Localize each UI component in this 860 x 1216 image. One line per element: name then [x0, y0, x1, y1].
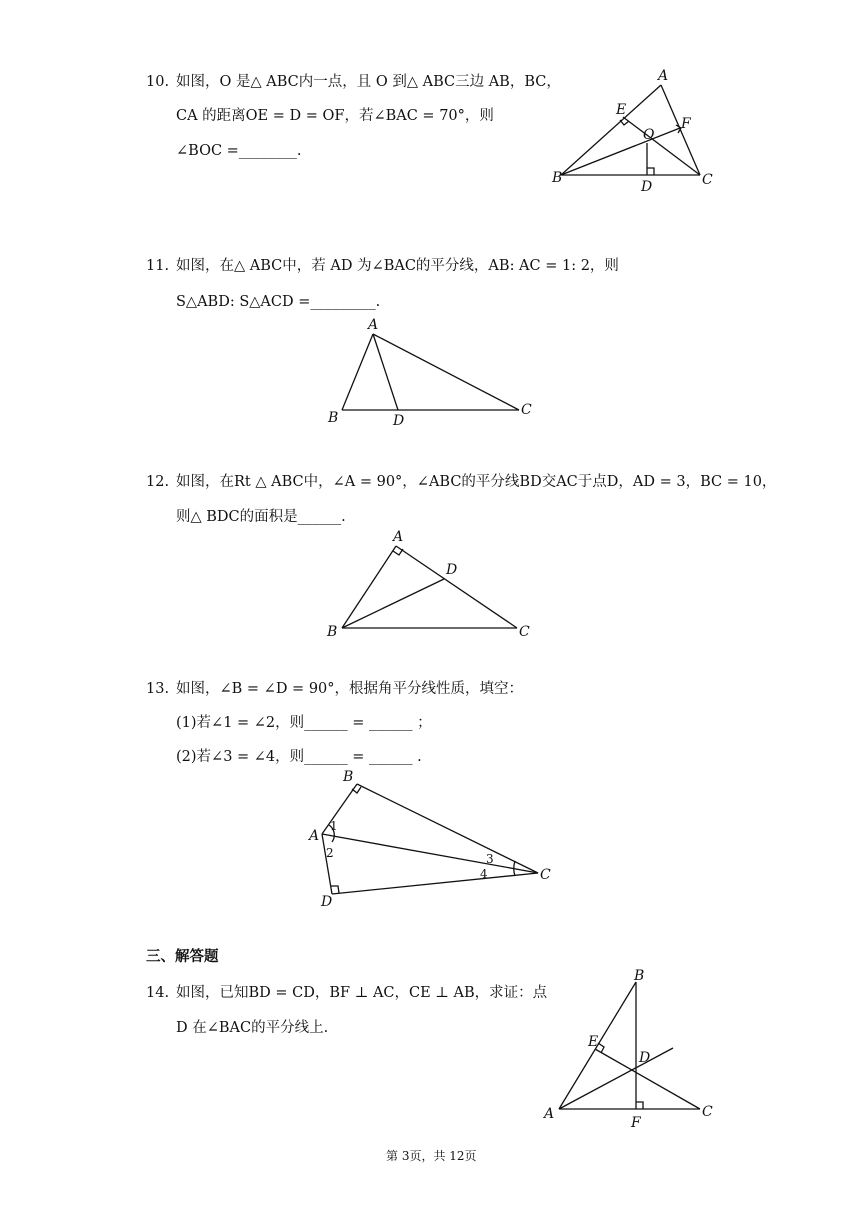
- q10-label-b: B: [552, 170, 563, 186]
- q10-text-line2: CA 的距离OE = D = OF，若∠BAC = 70°，则: [176, 108, 494, 124]
- q14-text-line1: 如图，已知BD = CD，BF ⊥ AC，CE ⊥ AB，求证：点: [176, 985, 548, 1001]
- q14-text-line2: D 在∠BAC的平分线上.: [176, 1020, 329, 1036]
- q13-label-c: C: [540, 867, 551, 883]
- q13-label-angle3: 3: [486, 852, 494, 866]
- q12-figure: [318, 528, 538, 646]
- q11-label-a: A: [368, 317, 379, 333]
- q11-text-line2: S△ABD: S△ACD =_________.: [176, 294, 381, 310]
- q14-label-c: C: [702, 1104, 713, 1120]
- q13-diagonal-ac: [322, 834, 538, 873]
- q13-text-line2: (1)若∠1 = ∠2，则______ = ______ ；: [176, 715, 432, 731]
- q11-figure: [322, 314, 542, 432]
- q14-label-d: D: [639, 1050, 651, 1066]
- q10-label-e: E: [616, 102, 627, 118]
- q13-right-angle-b: [352, 787, 361, 793]
- q10-segment-bf: [561, 128, 680, 175]
- q10-text-line3: ∠BOC =________.: [176, 143, 302, 159]
- q11-label-d: D: [393, 413, 405, 429]
- q12-number: 12.: [146, 474, 170, 490]
- q10-label-c: C: [702, 172, 713, 188]
- q12-label-b: B: [327, 624, 338, 640]
- q14-ray-ad: [559, 1048, 673, 1109]
- q13-side-dc: [332, 873, 538, 894]
- q13-label-angle2: 2: [326, 846, 334, 860]
- q12-bisector-bd: [342, 579, 444, 628]
- section-heading: 三、解答题: [146, 948, 219, 965]
- q12-label-d: D: [446, 562, 458, 578]
- q13-label-angle4: 4: [480, 867, 488, 881]
- q12-label-a: A: [393, 529, 404, 545]
- q14-number: 14.: [146, 985, 170, 1001]
- q13-label-a: A: [309, 828, 320, 844]
- q11-number: 11.: [146, 258, 170, 274]
- q14-label-f: F: [631, 1115, 641, 1131]
- q11-label-b: B: [328, 410, 339, 426]
- page-footer: 第 3页，共 12页: [386, 1149, 477, 1163]
- q10-label-a: A: [658, 68, 669, 84]
- q14-label-e: E: [588, 1034, 599, 1050]
- q12-side-ac: [396, 546, 517, 628]
- q12-text-line1: 如图，在Rt △ ABC中，∠A = 90°，∠ABC的平分线BD交AC于点D，AD = 3，BC = 10，: [176, 474, 777, 490]
- q10-figure: [550, 64, 720, 196]
- q13-text-line1: 如图，∠B = ∠D = 90°，根据角平分线性质，填空：: [176, 681, 524, 697]
- q13-figure: [300, 766, 560, 916]
- q14-label-a: A: [544, 1106, 555, 1122]
- q10-text-line1: 如图，O 是△ ABC内一点，且 O 到△ ABC三边 AB，BC，: [176, 74, 561, 90]
- q13-side-ab: [322, 784, 357, 834]
- q10-number: 10.: [146, 74, 170, 90]
- q13-text-line3: (2)若∠3 = ∠4，则______ = ______ .: [176, 749, 422, 765]
- q11-side-ab: [342, 334, 373, 410]
- q13-label-d: D: [321, 894, 333, 910]
- q13-number: 13.: [146, 681, 170, 697]
- q14-figure: [538, 970, 728, 1130]
- q10-label-o: O: [643, 127, 655, 143]
- q10-label-d: D: [641, 179, 653, 195]
- q12-text-line2: 则△ BDC的面积是______.: [176, 509, 346, 525]
- q11-label-c: C: [521, 402, 532, 418]
- q10-right-angle-d: [647, 168, 654, 175]
- q10-label-f: F: [681, 116, 691, 132]
- q14-label-b: B: [634, 968, 645, 984]
- q13-label-angle1: 1: [330, 819, 338, 833]
- q13-side-bc: [357, 784, 538, 873]
- q13-side-ad: [322, 834, 332, 894]
- q13-label-b: B: [343, 769, 354, 785]
- q12-label-c: C: [519, 624, 530, 640]
- q14-right-angle-f: [636, 1102, 643, 1109]
- q11-text-line1: 如图，在△ ABC中，若 AD 为∠BAC的平分线，AB: AC = 1: 2，则: [176, 258, 619, 274]
